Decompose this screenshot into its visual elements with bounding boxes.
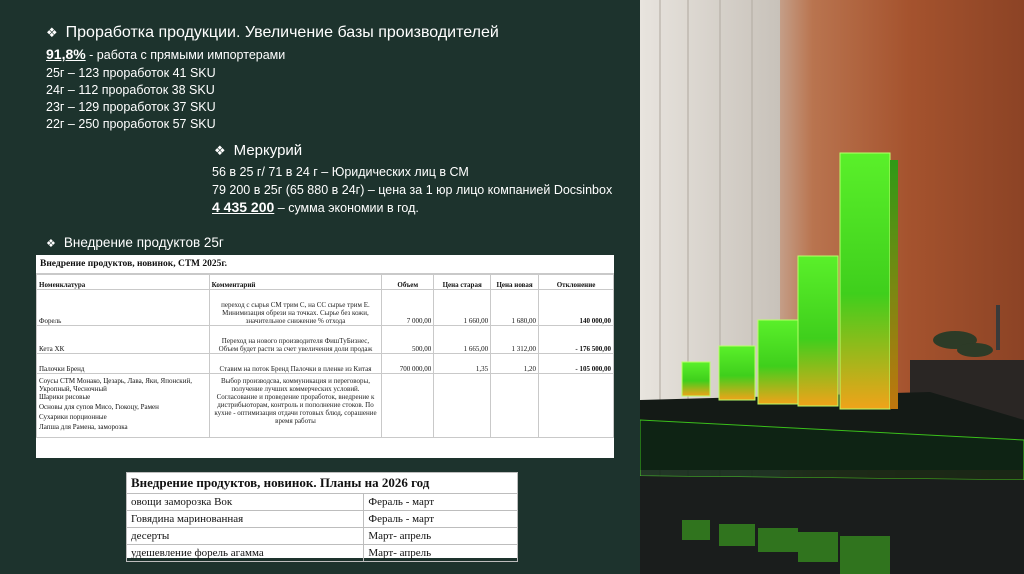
column-header: Комментарий bbox=[209, 275, 382, 290]
diamond-bullet-icon: ❖ bbox=[46, 25, 58, 40]
table-cell: овощи заморозка Вок bbox=[127, 494, 364, 511]
extra-item: Сухарики порционные bbox=[39, 413, 107, 421]
table-cell: Палочки Бренд bbox=[37, 354, 210, 374]
table-row bbox=[37, 374, 614, 438]
section1-line: 23г – 129 проработок 37 SKU bbox=[46, 100, 216, 114]
glowing-bars-illustration bbox=[640, 0, 1024, 574]
table2-title: Внедрение продуктов, новинок. Планы на 2026 год bbox=[127, 473, 518, 494]
table-cell: 1,20 bbox=[491, 354, 539, 374]
extra-item: Основы для супов Мисо, Гюкоцу, Рамен bbox=[39, 403, 159, 411]
table-cell: Ставим на поток Бренд Палочки в пленке из Китая bbox=[209, 354, 382, 374]
section1-title: Проработка продукции. Увеличение базы производителей bbox=[65, 24, 499, 41]
section2-line: 56 в 25 г/ 71 в 24 г – Юридических лиц в СМ bbox=[212, 165, 469, 179]
table-cell: - 105 000,00 bbox=[539, 354, 614, 374]
table-cell: 1 680,00 bbox=[491, 290, 539, 326]
column-header: Отклонение bbox=[539, 275, 614, 290]
section2-title: Меркурий bbox=[233, 142, 303, 159]
table-cell: Форель bbox=[37, 290, 210, 326]
table-cell: 700 000,00 bbox=[382, 354, 434, 374]
table-cell: удешевление форель агамма bbox=[127, 545, 364, 562]
section1-heading bbox=[46, 24, 499, 42]
section2-highlight-value: 4 435 200 bbox=[212, 199, 275, 215]
table-cell bbox=[37, 374, 210, 438]
table-cell: 1 312,00 bbox=[491, 326, 539, 354]
section3-title: Внедрение продуктов 25г bbox=[63, 235, 224, 250]
diamond-bullet-icon: ❖ bbox=[46, 238, 56, 250]
table-row bbox=[37, 290, 614, 326]
plans-table-2026 bbox=[126, 472, 518, 558]
plant-shape bbox=[933, 305, 1000, 357]
table-cell: Говядина маринованная bbox=[127, 511, 364, 528]
table-header-row bbox=[37, 275, 614, 290]
column-header: Номенклатура bbox=[37, 275, 210, 290]
table-cell: Кета ХК bbox=[37, 326, 210, 354]
table-cell: 500,00 bbox=[382, 326, 434, 354]
section1-highlight-value: 91,8% bbox=[46, 46, 86, 62]
table-row bbox=[127, 494, 518, 511]
growth-chart-photo bbox=[640, 0, 1024, 574]
table-cell: Фераль - март bbox=[364, 511, 518, 528]
table-cell bbox=[491, 374, 539, 438]
section1-highlight-line bbox=[46, 46, 285, 64]
table-row bbox=[37, 354, 614, 374]
extra-item: Лапша для Рамена, заморозка bbox=[39, 423, 128, 431]
extra-item: Соусы СТМ Монако, Цезарь, Лава, Яки, Японский, Укропный, Чесночный bbox=[39, 377, 192, 393]
table-cell: Выбор производсва, коммуникация и переговоры, получение лучших коммерческих условий. Согласование и проведение проработок, внедрение к дистрибьюторам, контроль и пополнение стоков. По кухне - оптимизация отдачи готовых блюд, сорашение время работы bbox=[209, 374, 382, 438]
table-row bbox=[127, 511, 518, 528]
table-title-row bbox=[127, 473, 518, 494]
table-row bbox=[37, 326, 614, 354]
table-cell: 1 665,00 bbox=[434, 326, 491, 354]
column-header: Цена новая bbox=[491, 275, 539, 290]
table-cell: 1 660,00 bbox=[434, 290, 491, 326]
section2-heading bbox=[214, 142, 302, 159]
column-header: Объем bbox=[382, 275, 434, 290]
table-cell bbox=[382, 374, 434, 438]
diamond-bullet-icon: ❖ bbox=[214, 143, 226, 158]
section2-line: 79 200 в 25г (65 880 в 24г) – цена за 1 юр лицо компанией Docsinbox bbox=[212, 183, 613, 197]
table-cell: Март- апрель bbox=[364, 545, 518, 562]
table-cell: Март- апрель bbox=[364, 528, 518, 545]
table-cell: 140 000,00 bbox=[539, 290, 614, 326]
table-cell bbox=[434, 374, 491, 438]
implementation-table-2025 bbox=[36, 255, 614, 458]
section1-line: 22г – 250 проработок 57 SKU bbox=[46, 117, 216, 131]
table1-title: Внедрение продуктов, новинок, СТМ 2025г. bbox=[36, 255, 614, 274]
table-cell: десерты bbox=[127, 528, 364, 545]
column-header: Цена старая bbox=[434, 275, 491, 290]
table-cell: 1,35 bbox=[434, 354, 491, 374]
section2-highlight-line bbox=[212, 199, 419, 217]
table-cell: 7 000,00 bbox=[382, 290, 434, 326]
table-cell: Переход на нового производителя ФишТуБизнес, Объем будет расти за счет увеличения доли продаж bbox=[209, 326, 382, 354]
table-row bbox=[127, 528, 518, 545]
section1-line: 25г – 123 проработок 41 SKU bbox=[46, 66, 216, 80]
table-row bbox=[127, 545, 518, 562]
section1-highlight-text: - работа с прямыми импортерами bbox=[85, 48, 286, 62]
table-cell: Фераль - март bbox=[364, 494, 518, 511]
section3-heading bbox=[46, 235, 224, 250]
table-cell: - 176 500,00 bbox=[539, 326, 614, 354]
extra-item: Шарики рисовые bbox=[39, 393, 91, 401]
table-cell: переход с сырья СМ трим С, на СС сырье трим Е. Минимизация обрези на точках. Сырье без кожи, значительное снижение % отхода bbox=[209, 290, 382, 326]
section1-line: 24г – 112 проработок 38 SKU bbox=[46, 83, 215, 97]
table-cell bbox=[539, 374, 614, 438]
section2-highlight-text: – сумма экономии в год. bbox=[274, 201, 419, 215]
